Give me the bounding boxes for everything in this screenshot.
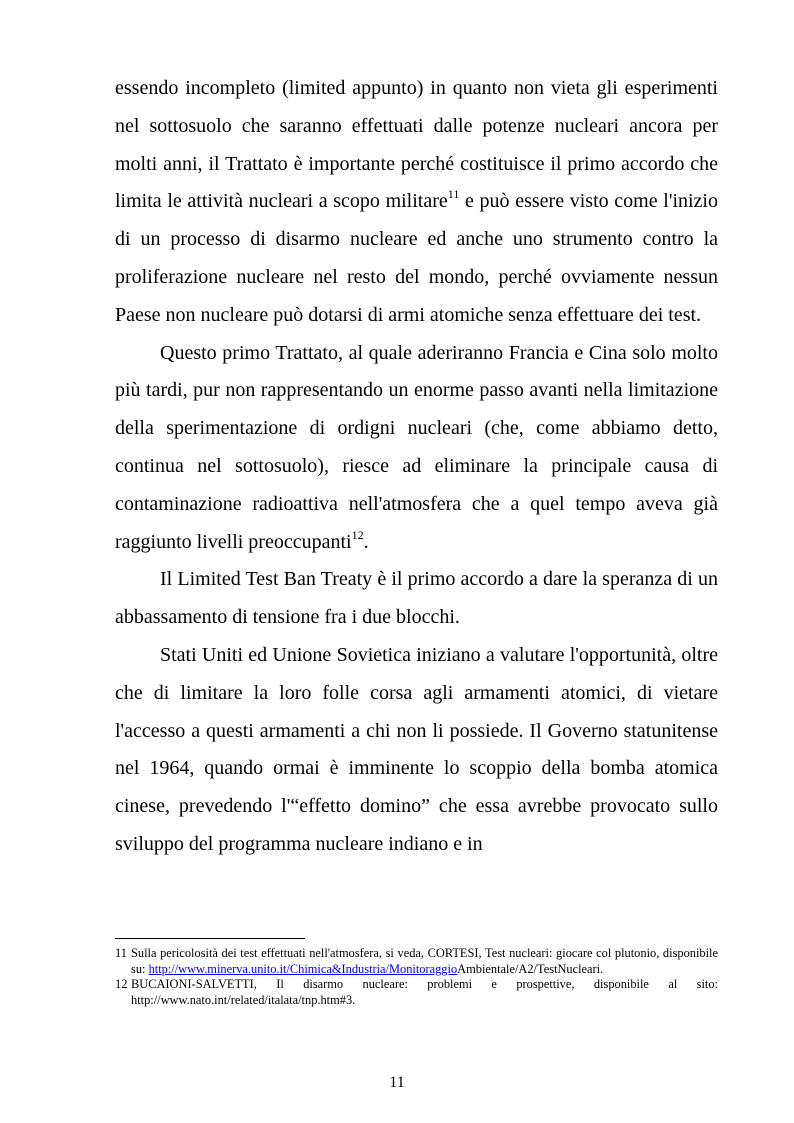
footnote-number: 12 [115,977,128,992]
paragraph-3: Il Limited Test Ban Treaty è il primo accordo a dare la speranza di un abbassamento di tensione fra i due blocchi. [115,568,718,629]
footnote-text: BUCAIONI-SALVETTI, Il disarmo nucleare: problemi e prospettive, disponibile al sito: http://www.nato.int/related/italata/tnp.htm#3. [131,977,718,1007]
paragraph-2-text-a: Questo primo Trattato, al quale aderiranno Francia e Cina solo molto più tardi, pur non rappresentando un enorme passo avanti nella limitazione della sperimentazione di ordigni nucleari (che, come abbiamo detto, continua nel sottosuolo), riesce ad eliminare la principale causa di contaminazione radioattiva nell'atmosfera che a quel tempo aveva già raggiunto livelli preoccupanti [115,341,718,553]
paragraph-1-text-a: essendo incompleto (limited appunto) in quanto non vieta gli esperimenti nel sottosuolo che saranno effettuati dalle potenze nucleari ancora per molti anni, il Trattato è importante perché costituisce il primo accordo che limita le attività nucleari a scopo militare [115,77,718,213]
footnote-ref-12[interactable]: 12 [351,527,364,542]
paragraph-2-text-b: . [363,530,369,553]
footnote-separator [115,938,305,939]
footnote-text-tail: Ambientale/A2/TestNucleari. [457,961,604,976]
footnote-link[interactable]: http://www.minerva.unito.it/Chimica&Industria/Monitoraggio [148,961,458,976]
page-number: 11 [389,1074,405,1091]
paragraph-1 [115,70,718,335]
footnote-text: Sulla pericolosità dei test effettuati nell'atmosfera, si veda, CORTESI, Test nucleari: giocare col plutonio, disponibile su: [131,946,718,976]
footnote-12 [115,977,718,1008]
footnote-ref-11[interactable]: 11 [447,187,460,202]
paragraph-4: Stati Uniti ed Unione Sovietica iniziano a valutare l'opportunità, oltre che di limitare la loro folle corsa agli armamenti atomici, di vietare l'accesso a questi armamenti a chi non li possiede. Il Governo statunitense nel 1964, quando ormai è imminente lo scoppio della bomba atomica cinese, prevedendo l'“effetto domino” che essa avrebbe provocato sullo sviluppo del programma nucleare indiano e in [115,643,718,855]
paragraph-1-text-b: e può essere visto come l'inizio di un processo di disarmo nucleare ed anche uno strumento contro la proliferazione nucleare nel resto del mondo, perché ovviamente nessun Paese non nucleare può dotarsi di armi atomiche senza effettuare dei test. [115,190,718,326]
body-text [115,70,718,864]
paragraph-2 [115,335,718,562]
footnote-number: 11 [115,946,127,960]
footnotes [115,946,718,1008]
footnote-11 [115,946,718,977]
